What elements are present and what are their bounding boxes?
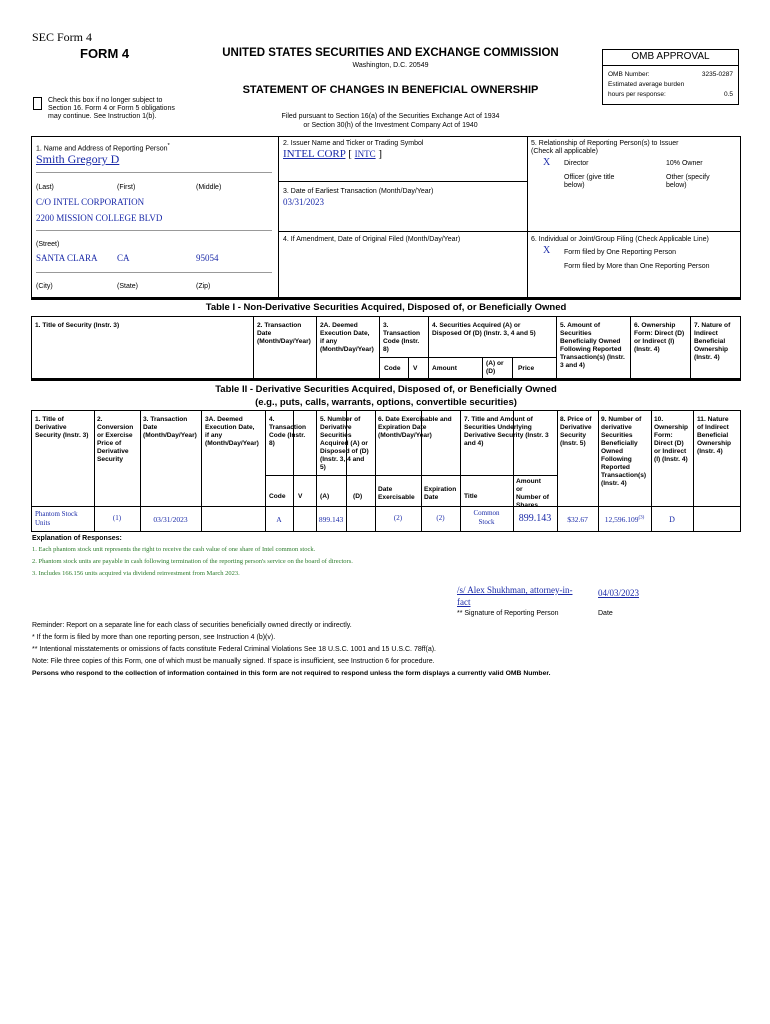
t2-h3a-line: 3A. Deemed <box>205 416 243 423</box>
t1-h7-line: Indirect <box>694 330 718 337</box>
t2-h6-line: (Month/Day/Year) <box>378 432 432 439</box>
t2-h9-line: Transaction(s) <box>601 472 647 479</box>
t2-h2-line: Derivative <box>97 448 129 455</box>
t2-h4-line: 8) <box>269 440 275 447</box>
t2-h7-line: Derivative Security (Instr. 3 <box>464 432 549 439</box>
t2-h4-line: Transaction <box>269 424 307 431</box>
t1-h2-line: 2. Transaction <box>257 322 302 329</box>
t2-h10-line: 10. <box>654 416 664 423</box>
t2-sub-amount-line: or <box>516 486 523 493</box>
address-line-1: C/O INTEL CORPORATION <box>36 197 145 207</box>
t2-h7-line: Securities Underlying <box>464 424 532 431</box>
address-line-2: 2200 MISSION COLLEGE BLVD <box>36 213 163 223</box>
t2-h2-line: or Exercise <box>97 432 133 439</box>
t2-h9-line: 9. Number of <box>601 416 642 423</box>
relationship-label-2: (Check all applicable) <box>531 148 598 155</box>
t2-h3a-line: if any <box>205 432 223 439</box>
t2-h6-line: 6. Date Exercisable and <box>378 416 452 423</box>
t2-h3-line: Date <box>143 424 158 431</box>
director-label: Director <box>564 160 589 167</box>
t2-h9-line: Owned <box>601 448 623 455</box>
t1-h2 <box>257 322 311 346</box>
t2-sub-amount-line: Number of <box>516 494 549 501</box>
t2-h8-line: Derivative <box>560 424 592 431</box>
checkbox-text-2: Section 16. Form 4 or Form 5 obligations <box>48 105 175 112</box>
t1-h6-line: 6. Ownership <box>634 322 676 329</box>
t2-h10-line: Form: <box>654 432 673 439</box>
t1-h4 <box>432 322 536 338</box>
t1-h5-line: Beneficially Owned <box>560 338 621 345</box>
t2-sub-expiration-line: Date <box>424 494 439 501</box>
zip-value: 95054 <box>196 253 219 263</box>
t2-h11-line: Beneficial <box>697 432 729 439</box>
filed-pursuant-2: or Section 30(h) of the Investment Company Act of 1940 <box>303 122 478 129</box>
state-value: CA <box>117 253 130 263</box>
t2-h3a-line: (Month/Day/Year) <box>205 440 259 447</box>
director-check[interactable]: X <box>543 157 551 168</box>
omb-number-label: OMB Number: <box>608 71 650 78</box>
t2-h11-line: (Instr. 4) <box>697 448 723 455</box>
t2-h3-line: (Month/Day/Year) <box>143 432 197 439</box>
t1-h3-line: 8) <box>383 346 389 353</box>
t2-row-form: D <box>669 515 675 524</box>
t2-h8-line: Security <box>560 432 587 439</box>
t1-h2-line: (Month/Day/Year) <box>257 338 311 345</box>
t2-h3a-line: Execution Date, <box>205 424 255 431</box>
t2-h10-line: or Indirect <box>654 448 687 455</box>
t2-h10-line: (I) (Instr. 4) <box>654 456 688 463</box>
t2-h8-line: 8. Price of <box>560 416 592 423</box>
t2-h1-line: Derivative <box>35 424 67 431</box>
earliest-date-label: 3. Date of Earliest Transaction (Month/Day/Year) <box>283 188 434 195</box>
other-label-1: Other (specify <box>666 174 710 181</box>
t2-h9-line: (Instr. 4) <box>601 480 627 487</box>
t2-h9-line: derivative <box>601 424 632 431</box>
t2-h8-line: (Instr. 5) <box>560 440 586 447</box>
t2-h5 <box>320 416 369 472</box>
t2-row-date: 03/31/2023 <box>153 515 188 524</box>
footer-reminder: Reminder: Report on a separate line for each class of securities beneficially owned directly or indirectly. <box>32 622 352 629</box>
t1-h7-line: Beneficial <box>694 338 726 345</box>
t2-row-expiration: (2) <box>436 514 445 522</box>
issuer-name[interactable]: INTEL CORP <box>283 148 346 160</box>
t1-h5-line: Transaction(s) (Instr. <box>560 354 625 361</box>
officer-label-2: below) <box>564 182 585 189</box>
t2-h9-line: Securities <box>601 432 633 439</box>
t2-h5-line: Disposed of (D) <box>320 448 369 455</box>
other-label-2: below) <box>666 182 687 189</box>
t2-h5-line: Derivative <box>320 424 352 431</box>
t1-h3-line: Transaction <box>383 330 421 337</box>
t2-h7-line: and 4) <box>464 440 484 447</box>
t2-row-underlying-amount: 899.143 <box>518 513 552 524</box>
t2-sub-title: Title <box>464 493 478 500</box>
t1-sub-price: Price <box>518 365 535 372</box>
explanation-1: 1. Each phantom stock unit represents the right to receive the cash value of one share of Intel common stock. <box>32 546 316 553</box>
reporter-name[interactable]: Smith Gregory D <box>36 152 120 166</box>
t2-row-code: A <box>276 515 282 524</box>
one-person-label: Form filed by One Reporting Person <box>564 249 677 256</box>
t2-h10-line: Ownership <box>654 424 689 431</box>
t2-h5-line: 5) <box>320 464 326 471</box>
t2-sub-amount <box>516 478 549 510</box>
issuer-label: 2. Issuer Name and Ticker or Trading Symbol <box>283 140 424 147</box>
t2-h6-line: Expiration Date <box>378 424 427 431</box>
signature-label: ** Signature of Reporting Person <box>457 610 559 617</box>
street-label: (Street) <box>36 241 60 248</box>
city-value: SANTA CLARA <box>36 253 98 263</box>
t1-h3 <box>383 322 420 354</box>
t2-sub-a: (A) <box>320 493 330 500</box>
t1-h2a-line: if any <box>320 338 338 345</box>
state-label: (State) <box>117 283 139 290</box>
t1-h5-line: Securities <box>560 330 592 337</box>
t2-sub-exercisable-line: Exercisable <box>378 494 415 501</box>
agency-location: Washington, D.C. 20549 <box>352 62 429 69</box>
t2-h10 <box>654 416 688 464</box>
omb-burden-label-2: hours per response: <box>608 91 666 98</box>
filing-label: 6. Individual or Joint/Group Filing (Check Applicable Line) <box>531 236 709 243</box>
omb-number: 3235-0287 <box>701 71 733 78</box>
t2-h5-line: Securities <box>320 432 352 439</box>
t2-h2-line: Security <box>97 456 124 463</box>
issuer-line: INTEL CORP [ INTC ] <box>283 148 383 160</box>
t2-h9-line: Beneficially <box>601 440 638 447</box>
t2-h5-line: (Instr. 3, 4 and <box>320 456 365 463</box>
t1-h7-line: (Instr. 4) <box>694 354 720 361</box>
middle-label: (Middle) <box>196 184 222 191</box>
t2-h9 <box>601 416 646 488</box>
more-persons-label: Form filed by More than One Reporting Person <box>564 263 710 270</box>
t1-sub-ad-line: (A) or <box>486 360 504 367</box>
t2-sub-expiration <box>424 486 456 502</box>
form-title: FORM 4 <box>80 46 130 61</box>
t2-h7-line: 7. Title and Amount of <box>464 416 533 423</box>
ten-percent-label: 10% Owner <box>666 160 703 167</box>
t1-sub-code: Code <box>384 365 401 372</box>
t2-sub-amount-line: Shares <box>516 502 538 509</box>
t1-h6-line: or Indirect (I) <box>634 338 675 345</box>
table2-title-2: (e.g., puts, calls, warrants, options, convertible securities) <box>255 397 517 408</box>
t1-h2a-line: 2A. Deemed <box>320 322 358 329</box>
t2-h2-line: Conversion <box>97 424 134 431</box>
signature[interactable]: /s/ Alex Shukhman, attorney-in- fact <box>457 585 573 607</box>
t2-h2 <box>97 416 133 464</box>
table1-title: Table I - Non-Derivative Securities Acquired, Disposed of, or Beneficially Owned <box>205 302 567 313</box>
t2-h1 <box>35 416 89 440</box>
t2-h5-line: Acquired (A) or <box>320 440 368 447</box>
checkbox-text-3: may continue. See Instruction 1(b). <box>48 113 157 120</box>
omb-burden: 0.5 <box>723 91 733 98</box>
footer-note-4: Persons who respond to the collection of information contained in this form are not required to respond unless the form displays a currently valid OMB Number. <box>32 670 551 677</box>
last-label: (Last) <box>36 184 54 191</box>
t2-h11-line: 11. Nature <box>697 416 729 423</box>
t2-h11-line: of Indirect <box>697 424 729 431</box>
t2-h2-line: 2. <box>97 416 103 423</box>
t1-h6-line: Form: Direct (D) <box>634 330 685 337</box>
t2-h1-line: Security (Instr. 3) <box>35 432 89 439</box>
t2-sub-amount-line: Amount <box>516 478 541 485</box>
t1-h4-line: 4. Securities Acquired (A) or <box>432 322 521 329</box>
checkbox-text-1: Check this box if no longer subject to <box>48 97 163 104</box>
omb-title: OMB APPROVAL <box>631 51 710 62</box>
t1-h2a-line: Execution Date, <box>320 330 370 337</box>
t2-sub-d: (D) <box>353 493 363 500</box>
t1-h3-line: Code (Instr. <box>383 338 420 345</box>
t1-h7-line: 7. Nature of <box>694 322 731 329</box>
t2-h11 <box>697 416 731 456</box>
t2-sub-v: V <box>298 493 303 500</box>
reporter-label: 1. Name and Address of Reporting Person* <box>36 143 170 153</box>
filed-pursuant-1: Filed pursuant to Section 16(a) of the Securities Exchange Act of 1934 <box>281 113 500 120</box>
t2-row-amount-a: 899.143 <box>318 515 344 524</box>
t2-sub-exercisable <box>378 486 415 502</box>
t1-h2-line: Date <box>257 330 272 337</box>
t1-h5 <box>560 322 625 370</box>
t1-h5-line: 5. Amount of <box>560 322 601 329</box>
t2-sub-code: Code <box>269 493 286 500</box>
table2-title-1: Table II - Derivative Securities Acquired, Disposed of, or Beneficially Owned <box>215 384 557 395</box>
issuer-ticker[interactable]: INTC <box>354 149 376 159</box>
city-label: (City) <box>36 283 53 290</box>
t2-h7 <box>464 416 549 448</box>
t2-h11-line: Ownership <box>697 440 732 447</box>
t1-sub-v: V <box>413 365 418 372</box>
t2-h3 <box>143 416 197 440</box>
t1-h2a <box>320 322 374 354</box>
t2-h4-line: Code (Instr. <box>269 432 306 439</box>
t1-h6-line: (Instr. 4) <box>634 346 660 353</box>
one-person-check[interactable]: X <box>543 245 551 256</box>
explanation-2: 2. Phantom stock units are payable in cash following termination of the reporting person's service on the board of directors. <box>32 558 353 565</box>
footer-note-3: Note: File three copies of this Form, one of which must be manually signed. If space is insufficient, see Instruction 6 for procedure. <box>32 658 435 665</box>
t1-h5-line: Following Reported <box>560 346 622 353</box>
t1-sub-ad <box>486 360 504 376</box>
t1-h4-line: Disposed Of (D) (Instr. 3, 4 and 5) <box>432 330 536 337</box>
officer-label-1: Officer (give title <box>564 174 615 181</box>
t2-h10-line: Direct (D) <box>654 440 684 447</box>
signature-date-label: Date <box>598 610 613 617</box>
footer-note-1: * If the form is filed by more than one reporting person, see Instruction 4 (b)(v). <box>32 634 276 641</box>
explanation-title: Explanation of Responses: <box>32 535 122 542</box>
t1-sub-ad-line: (D) <box>486 368 496 375</box>
t2-row-owned: 12,596.109$^{(3)}$ <box>604 515 645 524</box>
t2-h8 <box>560 416 592 448</box>
t1-h5-line: 3 and 4) <box>560 362 585 369</box>
t2-h2-line: Price of <box>97 440 122 447</box>
relationship-label-1: 5. Relationship of Reporting Person(s) to Issuer <box>531 140 679 147</box>
t2-h6 <box>378 416 452 440</box>
t1-h3-line: 3. <box>383 322 389 329</box>
t2-h9-line: Following <box>601 456 632 463</box>
footer-note-2: ** Intentional misstatements or omissions of facts constitute Federal Criminal Violations See 18 U.S.C. 1001 and 15 U.S.C. 78ff(a). <box>32 646 436 653</box>
t2-h5-line: 5. Number of <box>320 416 361 423</box>
t2-sub-exercisable-line: Date <box>378 486 393 493</box>
t2-row-price: $32.67 <box>567 515 588 524</box>
t2-h3a <box>205 416 259 448</box>
amendment-label: 4. If Amendment, Date of Original Filed (Month/Day/Year) <box>283 236 461 243</box>
t2-sub-expiration-line: Expiration <box>424 486 457 493</box>
t2-row-title: Phantom Stock Units <box>35 510 78 527</box>
t1-h6 <box>634 322 684 354</box>
omb-burden-label-1: Estimated average burden <box>608 81 685 88</box>
t2-row-underlying: Common Stock <box>473 509 500 526</box>
agency-title: UNITED STATES SECURITIES AND EXCHANGE COMMISSION <box>222 47 559 59</box>
statement-title: STATEMENT OF CHANGES IN BENEFICIAL OWNERSHIP <box>242 84 539 96</box>
t1-h7 <box>694 322 730 362</box>
t1-h2a-line: (Month/Day/Year) <box>320 346 374 353</box>
t2-h1-line: 1. Title of <box>35 416 64 423</box>
no-longer-subject-checkbox[interactable] <box>33 97 42 110</box>
sec-form-label: SEC Form 4 <box>32 30 93 44</box>
t1-h7-line: Ownership <box>694 346 729 353</box>
t2-h3-line: 3. Transaction <box>143 416 188 423</box>
earliest-date: 03/31/2023 <box>283 197 325 207</box>
t2-h9-line: Reported <box>601 464 630 471</box>
zip-label: (Zip) <box>196 283 211 290</box>
t2-h4-line: 4. <box>269 416 275 423</box>
signature-date: 04/03/2023 <box>598 588 640 598</box>
t2-h4 <box>269 416 306 448</box>
t1-sub-amount: Amount <box>432 365 457 372</box>
explanation-3: 3. Includes 166.156 units acquired via dividend reinvestment from March 2023. <box>32 570 240 577</box>
t2-row-conversion: (1) <box>112 514 122 522</box>
first-label: (First) <box>117 184 136 191</box>
t2-row-exercisable: (2) <box>393 514 403 522</box>
t1-h1: 1. Title of Security (Instr. 3) <box>35 322 120 329</box>
